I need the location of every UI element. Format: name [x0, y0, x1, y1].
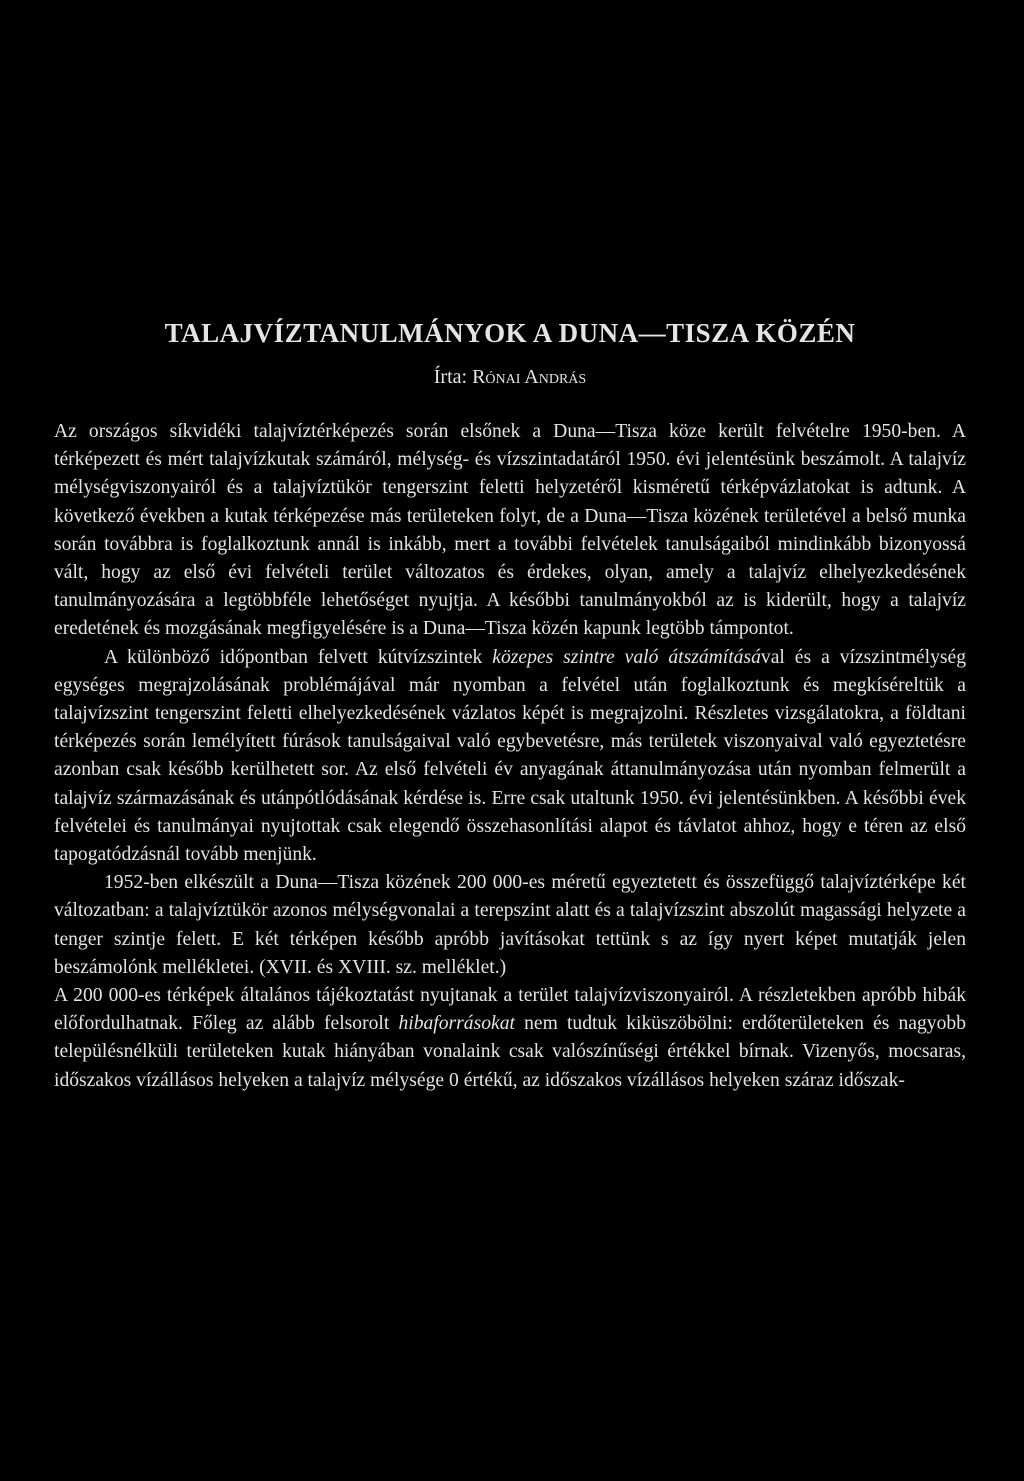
article-body: [54, 418, 966, 1095]
paragraph-1-text: Az országos síkvidéki talajvíztérképezés során elsőnek a Duna—Tisza köze került felvételre 1950-ben. A térképezett és mért talajvízkutak számáról, mélység- és vízszintadatáról 1950. évi jelentésünk beszámolt. A talajvíz mélységviszonyairól és a talajvíztükör tengerszint feletti helyzetéről kisméretű térképvázlatokat is adtunk. A következő években a kutak térképezése más területeken folyt, de a Duna—Tisza közének területével a belső munka során továbbra is foglalkoztunk annál is inkább, mert a további felvételek tanulságaiból mindinkább bizonyossá vált, hogy az első évi felvételi terület változatos és érdekes, olyan, amely a talajvíz elhelyezkedésének tanulmányozására a legtöbbféle lehetőséget nyujtja. A későbbi tanulmányokból az is kiderült, hogy a talajvíz eredetének és mozgásának megfigyelésére is a Duna—Tisza közén kapunk legtöbb támpontot.: [54, 421, 966, 640]
paragraph-2-text-a: A különböző időpontban felvett kútvízszintek: [104, 646, 493, 668]
byline: [54, 364, 966, 390]
paragraph-4-text-b: nem tudtuk kiküszöbölni: erdőterületeken és nagyobb településnélküli területeken kutak hiányában vonalaink csak valószínűségi értékkel bírnak. Vizenyős, mocsaras, időszakos vízállásos helyeken a talajvíz mélysége 0 értékű, az időszakos vízállásos helyeken száraz időszak-: [54, 1013, 966, 1091]
paragraph-4: [54, 982, 966, 1095]
paragraph-3-text: 1952-ben elkészült a Duna—Tisza közének 200 000-es méretű egyeztetett és összefüggő talajvíztérképe két változatban: a talajvíztükör azonos mélységvonalai a terepszint alatt és a talajvízszint abszolút magassági helyzete a tenger szintje felett. E két térképen később apróbb javításokat tettünk s az így nyert képet mutatják jelen beszámolónk mellékletei. (XVII. és XVIII. sz. melléklet.): [54, 872, 966, 978]
paragraph-1: [54, 418, 966, 644]
author-name: Rónai András: [472, 366, 587, 388]
article-title: TALAJVÍZTANULMÁNYOK A DUNA—TISZA KÖZÉN: [164, 318, 856, 348]
document-page: [54, 316, 966, 1095]
paragraph-4-text-a: A 200 000-es térképek általános tájékoztatást nyujtanak a terület talajvízviszonyairól. A részletekben apróbb hibák előfordulhatnak. Főleg az alább felsorolt: [54, 985, 966, 1035]
paragraph-2: [54, 644, 966, 870]
paragraph-2-italic-term: közepes szintre való átszámításá: [492, 646, 761, 668]
byline-prefix: Írta:: [433, 366, 468, 388]
paragraph-3: [54, 869, 966, 982]
paragraph-4-italic-term: hibaforrásokat: [398, 1013, 515, 1035]
paragraph-2-text-b: val és a vízszintmélység egységes megrajzolásának problémájával már nyomban a felvétel után foglalkoztunk és megkíséreltük a talajvízszint tengerszint feletti elhelyezkedésének vázlatos képét is megrajzolni. Részletes vizsgálatokra, a földtani térképezés során lemélyített fúrások tanulságaival való egybevetésre, más területek viszonyaival való egyeztetésre azonban csak később kerülhetett sor. Az első felvételi év anyagának áttanulmányozása után nyomban felmerült a talajvíz származásának és utánpótlódásának kérdése is. Erre csak utaltunk 1950. évi jelentésünkben. A későbbi évek felvételei és tanulmányai nyujtottak csak elegendő összehasonlítási alapot és távlatot ahhoz, hogy e téren az első tapogatódzásnál tovább menjünk.: [54, 646, 966, 866]
